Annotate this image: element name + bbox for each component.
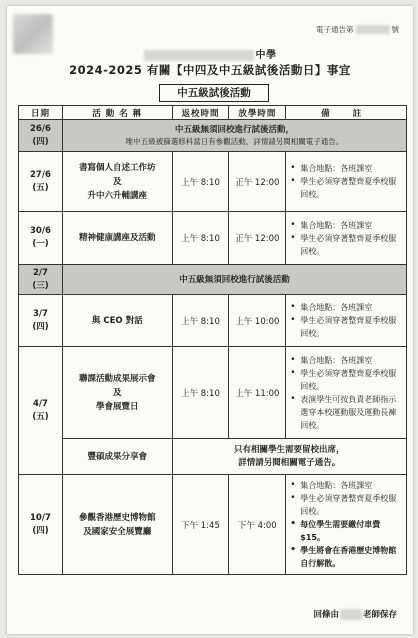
activity-cell [62, 212, 172, 265]
date-text: 30/6 [30, 226, 51, 236]
start-time-cell: 上午 8:10 [172, 295, 229, 347]
remarks-list [288, 301, 403, 340]
activity-line: 及 [112, 387, 122, 398]
date-cell [19, 475, 63, 575]
merged-note-cell [172, 439, 406, 475]
school-suffix: 中學 [255, 50, 277, 61]
activity-line: 升中六升輔講座 [87, 190, 147, 201]
activity-cell [62, 152, 172, 212]
notice-number-redacted [356, 25, 390, 34]
note-line: 中五級無須回校進行試後活動 [179, 274, 290, 285]
activity-line: 精神健康講座及活動 [78, 233, 156, 243]
weekday-text: (四) [32, 136, 49, 147]
remark-item: • 學生必須穿著整齊夏季校服回校。 [288, 175, 403, 201]
notice-page [7, 6, 413, 634]
weekday-text: (五) [32, 411, 49, 422]
remark-item: • 學生必須穿著整齊夏季校服回校。 [288, 367, 403, 393]
weekday-text: (四) [32, 321, 49, 332]
weekday-text: (三) [32, 280, 49, 291]
note-line: 唯中五級被篩選修科當日有參觀活動，詳情請另閱相關電子通告。 [125, 136, 344, 146]
receipt-prefix: 回條由 [313, 610, 339, 620]
remarks-cell [286, 295, 407, 347]
header-remarks: 備 註 [286, 106, 407, 120]
notice-number [316, 24, 399, 35]
remark-item: • 集合地點：各班課室 [288, 301, 403, 314]
table-row [19, 347, 407, 439]
receipt-suffix: 老師保存 [362, 610, 397, 620]
activity-cell [62, 295, 172, 347]
notice-suffix: 號 [391, 25, 399, 34]
date-cell [19, 152, 63, 212]
remark-item: • 學生將會在香港歷史博物館自行解散。 [288, 544, 403, 570]
activity-cell [62, 475, 172, 575]
table-row [19, 475, 407, 575]
date-text: 10/7 [30, 512, 51, 523]
remark-item: • 學生必須穿著整齊夏季校服回校。 [288, 314, 403, 340]
table-row [19, 212, 407, 265]
activity-cell [62, 439, 172, 475]
merged-note-cell [62, 120, 406, 152]
table-row [19, 152, 407, 212]
schedule-table [18, 105, 407, 575]
school-name-redacted [144, 50, 254, 61]
remark-item: • 集合地點：各班課室 [288, 219, 403, 232]
header-date: 日期 [19, 106, 63, 120]
note-line: 中五級無須回校進行試後活動， [174, 124, 294, 135]
remarks-list [288, 162, 403, 201]
table-row [19, 295, 407, 347]
end-time-cell: 正午 12:00 [229, 212, 286, 265]
weekday-text: (一) [32, 239, 49, 249]
remark-item: • 集合地點：各班課室 [288, 354, 403, 367]
date-cell [19, 347, 63, 475]
start-time-cell: 下午 1:45 [172, 475, 229, 575]
date-text: 3/7 [32, 308, 48, 319]
header-start-time: 返校時間 [172, 106, 229, 120]
teacher-name-redacted [340, 609, 362, 620]
activity-line: 及國家安全展覽廳 [83, 526, 152, 537]
end-time-cell: 上午 11:00 [229, 347, 286, 439]
date-cell [19, 212, 63, 265]
start-time-cell: 上午 8:10 [172, 347, 229, 439]
date-text: 27/6 [30, 169, 51, 180]
remark-item: • 表演學生可按負責老師指示選穿本校運動服及運動長褲回校。 [288, 393, 403, 432]
remarks-list [288, 479, 403, 570]
start-time-cell: 上午 8:10 [172, 152, 229, 212]
remarks-list [288, 219, 403, 258]
activity-line: 參觀香港歷史博物館 [78, 512, 156, 523]
document-title: 2024-2025 有關【中四及中五級試後活動日】事宜 [69, 63, 351, 77]
remarks-cell [286, 212, 407, 265]
remark-item: • 集合地點：各班課室 [288, 479, 403, 492]
notice-prefix: 電子通告第 [316, 25, 354, 34]
date-cell [19, 265, 63, 295]
remarks-cell [286, 347, 407, 439]
date-cell [19, 295, 63, 347]
end-time-cell: 下午 4:00 [229, 475, 286, 575]
merged-note-cell [62, 265, 406, 295]
end-time-cell: 正午 12:00 [229, 152, 286, 212]
table-row [19, 439, 407, 475]
school-name [7, 46, 413, 61]
remark-item: • 學生必須穿著整齊夏季校服回校。 [288, 232, 403, 258]
remark-item: • 每位學生需要繳付車費$15。 [288, 518, 403, 544]
remark-item: • 學生必須穿著整齊夏季校服回校。 [288, 492, 403, 518]
note-line: 只有相關學生需要留校出席， [234, 444, 345, 455]
activity-line: 書寫個人自述工作坊 [78, 162, 156, 173]
date-text: 26/6 [30, 123, 51, 134]
weekday-text: (四) [32, 525, 49, 536]
note-line: 詳情請另閱相關電子通告。 [238, 457, 341, 468]
table-row [19, 120, 407, 152]
weekday-text: (五) [32, 182, 49, 193]
activity-line: 學會展覽日 [95, 401, 139, 412]
start-time-cell: 上午 8:10 [172, 212, 229, 265]
table-header-row [19, 106, 407, 120]
end-time-cell: 上午 10:00 [229, 295, 286, 347]
activity-line: 聯課活動成果展示會 [78, 373, 156, 384]
header-end-time: 放學時間 [229, 106, 286, 120]
remarks-cell [286, 152, 407, 212]
receipt-note [313, 608, 397, 620]
remarks-cell [286, 475, 407, 575]
header-activity: 活 動 名 稱 [62, 106, 172, 120]
table-row [19, 265, 407, 295]
activity-cell [62, 347, 172, 439]
date-text: 2/7 [32, 267, 48, 278]
activity-line: 豐碩成果分享會 [87, 451, 147, 462]
activity-line: 與 CEO 對話 [91, 315, 143, 326]
activity-line: 及 [112, 176, 122, 187]
date-text: 4/7 [32, 398, 48, 409]
date-cell [19, 120, 63, 152]
remarks-list [288, 354, 403, 432]
section-title: 中五級試後活動 [159, 84, 269, 102]
remark-item: • 集合地點：各班課室 [288, 162, 403, 175]
